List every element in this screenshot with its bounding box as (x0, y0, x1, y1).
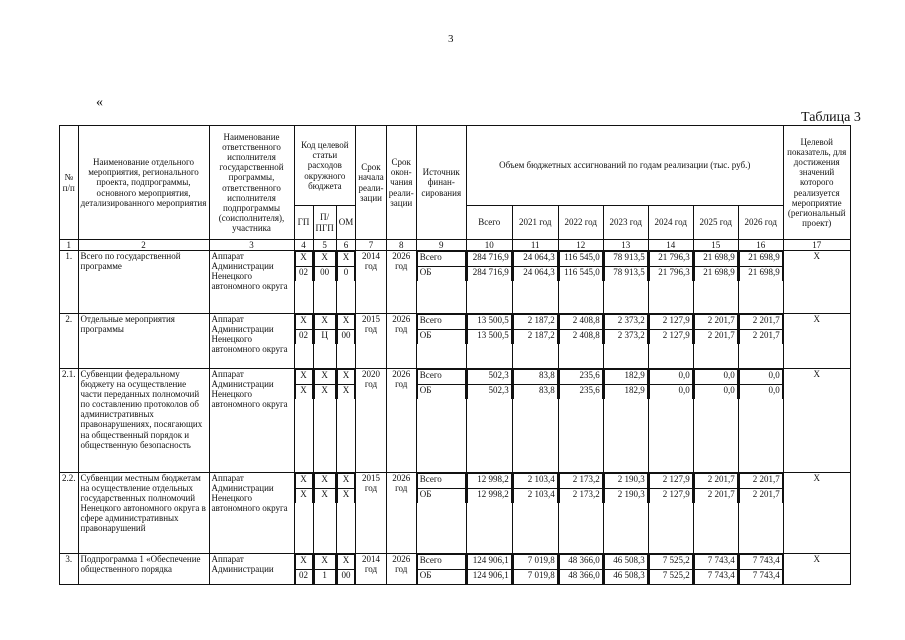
budget-value: 7 525,2 (649, 555, 692, 570)
budget-value: 12 998,2 (467, 489, 511, 504)
budget-value: 2 127,9 (649, 330, 692, 345)
value-cell (648, 314, 693, 369)
value-cell (738, 314, 783, 369)
code-cell (313, 473, 336, 554)
row-end: 2026 год (386, 473, 416, 554)
row-responsible: Аппарат Администрации Ненецкого автономного округа (209, 473, 294, 554)
budget-value: 2 201,7 (694, 474, 737, 489)
row-start: 2020 год (356, 369, 387, 473)
code-value: Х (295, 370, 312, 385)
column-number: 10 (466, 240, 512, 251)
budget-value: 46 508,3 (604, 555, 647, 570)
header-name: Наименование отдельного мероприятия, регионального проекта, подпрограммы, основного мероприятия, детализированного мероприятия (78, 126, 209, 240)
budget-value: 48 366,0 (559, 570, 602, 585)
column-number: 3 (209, 240, 294, 251)
row-number: 2. (60, 314, 79, 369)
column-number: 17 (783, 240, 850, 251)
code-cell (294, 251, 313, 314)
source-value: Всего (417, 252, 465, 267)
code-cell (313, 554, 336, 585)
header-num: № п/п (60, 126, 79, 240)
code-cell (294, 314, 313, 369)
value-cell (558, 251, 603, 314)
budget-value: 502,3 (467, 370, 511, 385)
row-responsible: Аппарат Администрации Ненецкого автономного округа (209, 251, 294, 314)
code-cell (294, 473, 313, 554)
code-cell (336, 473, 356, 554)
value-cell (603, 554, 648, 585)
value-cell (466, 251, 512, 314)
header-2023: 2023 год (603, 206, 648, 240)
header-start: Срок начала реали- зации (356, 126, 387, 240)
column-number: 1 (60, 240, 79, 251)
header-2021: 2021 год (512, 206, 558, 240)
header-2026: 2026 год (738, 206, 783, 240)
code-cell (313, 369, 336, 473)
header-total: Всего (466, 206, 512, 240)
header-gp: ГП (294, 206, 313, 240)
code-value: Х (337, 370, 355, 385)
column-number: 12 (558, 240, 603, 251)
budget-value: 21 698,9 (694, 267, 737, 282)
source-cell (416, 251, 466, 314)
code-value: Х (314, 370, 335, 385)
budget-value: 7 743,4 (739, 570, 782, 585)
budget-value: 2 373,2 (604, 315, 647, 330)
row-target: Х (783, 473, 850, 554)
source-value: ОБ (417, 385, 465, 400)
budget-value: 284 716,9 (467, 252, 511, 267)
budget-value: 116 545,0 (559, 267, 602, 282)
code-cell (336, 314, 356, 369)
budget-value: 284 716,9 (467, 267, 511, 282)
column-number: 5 (313, 240, 336, 251)
budget-value: 0,0 (739, 385, 782, 400)
value-cell (512, 251, 558, 314)
value-cell (558, 554, 603, 585)
code-value: Х (295, 385, 312, 400)
source-value: Всего (417, 555, 465, 570)
budget-value: 502,3 (467, 385, 511, 400)
budget-value: 78 913,5 (604, 267, 647, 282)
row-name: Отдельные мероприятия программы (78, 314, 209, 369)
header-om: ОМ (336, 206, 356, 240)
header-2024: 2024 год (648, 206, 693, 240)
value-cell (693, 314, 738, 369)
budget-value: 7 019,8 (513, 570, 557, 585)
value-cell (693, 554, 738, 585)
row-start: 2014 год (356, 554, 387, 585)
row-responsible: Аппарат Администрации Ненецкого автономного округа (209, 314, 294, 369)
row-number: 2.1. (60, 369, 79, 473)
budget-value: 0,0 (694, 385, 737, 400)
value-cell (466, 554, 512, 585)
budget-value: 2 201,7 (694, 330, 737, 345)
table-title: Таблица 3 (801, 110, 861, 125)
row-name: Субвенции местным бюджетам на осуществление отдельных государственных полномочий Ненецкого автономного округа в сфере административных правонарушений (78, 473, 209, 554)
row-start: 2015 год (356, 473, 387, 554)
budget-value: 13 500,5 (467, 330, 511, 345)
source-value: ОБ (417, 570, 465, 585)
code-value: 00 (337, 330, 355, 345)
budget-value: 235,6 (559, 370, 602, 385)
value-cell (648, 369, 693, 473)
value-cell (558, 314, 603, 369)
budget-value: 2 127,9 (649, 489, 692, 504)
budget-value: 0,0 (649, 370, 692, 385)
row-name: Подпрограмма 1 «Обеспечение общественного порядка (78, 554, 209, 585)
budget-value: 124 906,1 (467, 570, 511, 585)
budget-value: 2 103,4 (513, 474, 557, 489)
table-row (60, 554, 851, 585)
budget-value: 7 019,8 (513, 555, 557, 570)
budget-value: 2 201,7 (739, 315, 782, 330)
code-cell (313, 251, 336, 314)
code-value: Х (314, 252, 335, 267)
code-value: Х (295, 489, 312, 504)
code-value: Х (314, 555, 335, 570)
column-number: 6 (336, 240, 356, 251)
budget-value: 2 201,7 (694, 315, 737, 330)
row-target: Х (783, 554, 850, 585)
header-target: Целевой показатель, для достижения значений которого реализуется мероприятие (региональный проект) (783, 126, 850, 240)
code-cell (336, 554, 356, 585)
value-cell (648, 554, 693, 585)
opening-quote: « (96, 95, 103, 110)
code-value: Х (295, 315, 312, 330)
budget-value: 13 500,5 (467, 315, 511, 330)
code-value: Х (314, 385, 335, 400)
header-code: Код целевой статьи расходов окружного бюджета (294, 126, 356, 206)
code-cell (294, 369, 313, 473)
budget-value: 2 127,9 (649, 315, 692, 330)
budget-value: 235,6 (559, 385, 602, 400)
source-value: Всего (417, 315, 465, 330)
budget-value: 78 913,5 (604, 252, 647, 267)
value-cell (738, 473, 783, 554)
budget-value: 83,8 (513, 370, 557, 385)
value-cell (603, 369, 648, 473)
value-cell (558, 369, 603, 473)
code-value: Х (295, 252, 312, 267)
row-end: 2026 год (386, 314, 416, 369)
code-value: 00 (314, 267, 335, 282)
value-cell (738, 369, 783, 473)
budget-value: 2 127,9 (649, 474, 692, 489)
budget-value: 182,9 (604, 385, 647, 400)
budget-value: 0,0 (649, 385, 692, 400)
header-end: Срок окон- чания реали- зации (386, 126, 416, 240)
value-cell (603, 473, 648, 554)
row-name: Всего по государственной программе (78, 251, 209, 314)
table-row (60, 473, 851, 554)
header-volume: Объем бюджетных ассигнований по годам реализации (тыс. руб.) (466, 126, 783, 206)
code-value: 00 (337, 570, 355, 585)
header-2022: 2022 год (558, 206, 603, 240)
code-cell (336, 251, 356, 314)
budget-value: 24 064,3 (513, 252, 557, 267)
value-cell (693, 369, 738, 473)
budget-value: 46 508,3 (604, 570, 647, 585)
row-target: Х (783, 369, 850, 473)
code-value: Х (337, 489, 355, 504)
budget-value: 21 698,9 (739, 267, 782, 282)
budget-value: 2 190,3 (604, 474, 647, 489)
row-number: 1. (60, 251, 79, 314)
code-value: Х (314, 315, 335, 330)
header-pgp: П/ ПГП (313, 206, 336, 240)
row-start: 2014 год (356, 251, 387, 314)
budget-value: 7 743,4 (694, 555, 737, 570)
row-number: 3. (60, 554, 79, 585)
code-value: 0 (337, 267, 355, 282)
column-number: 11 (512, 240, 558, 251)
value-cell (693, 473, 738, 554)
budget-value: 0,0 (739, 370, 782, 385)
code-value: Х (337, 474, 355, 489)
budget-value: 116 545,0 (559, 252, 602, 267)
row-number: 2.2. (60, 473, 79, 554)
column-number: 4 (294, 240, 313, 251)
source-cell (416, 369, 466, 473)
page-number: 3 (448, 33, 454, 45)
code-cell (336, 369, 356, 473)
value-cell (466, 314, 512, 369)
budget-value: 2 173,2 (559, 489, 602, 504)
table-row (60, 314, 851, 369)
value-cell (512, 554, 558, 585)
budget-value: 2 187,2 (513, 330, 557, 345)
table-row (60, 369, 851, 473)
value-cell (512, 314, 558, 369)
value-cell (738, 554, 783, 585)
budget-value: 2 187,2 (513, 315, 557, 330)
column-number: 9 (416, 240, 466, 251)
budget-value: 124 906,1 (467, 555, 511, 570)
budget-value: 2 103,4 (513, 489, 557, 504)
budget-value: 2 408,8 (559, 330, 602, 345)
row-end: 2026 год (386, 251, 416, 314)
value-cell (738, 251, 783, 314)
code-value: Х (295, 555, 312, 570)
column-number: 13 (603, 240, 648, 251)
row-name: Субвенции федеральному бюджету на осуществление части переданных полномочий по составлению протоколов об административных правонарушениях, посягающих на общественный порядок и общественную безопасность (78, 369, 209, 473)
budget-value: 7 525,2 (649, 570, 692, 585)
code-cell (294, 554, 313, 585)
budget-value: 7 743,4 (739, 555, 782, 570)
row-end: 2026 год (386, 369, 416, 473)
row-responsible: Аппарат Администрации Ненецкого автономного округа (209, 369, 294, 473)
source-cell (416, 314, 466, 369)
code-value: 02 (295, 330, 312, 345)
budget-value: 0,0 (694, 370, 737, 385)
value-cell (603, 314, 648, 369)
code-value: Х (337, 315, 355, 330)
source-value: ОБ (417, 267, 465, 282)
column-number: 7 (356, 240, 387, 251)
budget-value: 2 173,2 (559, 474, 602, 489)
source-value: Всего (417, 474, 465, 489)
code-value: Х (337, 252, 355, 267)
table-row (60, 251, 851, 314)
row-target: Х (783, 251, 850, 314)
budget-value: 21 698,9 (694, 252, 737, 267)
value-cell (512, 369, 558, 473)
value-cell (466, 473, 512, 554)
row-start: 2015 год (356, 314, 387, 369)
budget-value: 2 190,3 (604, 489, 647, 504)
budget-value: 7 743,4 (694, 570, 737, 585)
budget-value: 2 201,7 (739, 489, 782, 504)
budget-value: 21 796,3 (649, 252, 692, 267)
program-budget-table (59, 125, 851, 585)
column-number: 15 (693, 240, 738, 251)
value-cell (648, 251, 693, 314)
column-number-row (60, 240, 851, 251)
code-value: Ц (314, 330, 335, 345)
row-target: Х (783, 314, 850, 369)
source-value: ОБ (417, 489, 465, 504)
budget-value: 2 408,8 (559, 315, 602, 330)
budget-value: 21 698,9 (739, 252, 782, 267)
source-cell (416, 554, 466, 585)
row-end: 2026 год (386, 554, 416, 585)
value-cell (558, 473, 603, 554)
column-number: 8 (386, 240, 416, 251)
header-source: Источник финан- сирования (416, 126, 466, 240)
code-value: Х (295, 474, 312, 489)
budget-value: 2 201,7 (739, 330, 782, 345)
column-number: 2 (78, 240, 209, 251)
column-number: 16 (738, 240, 783, 251)
header-2025: 2025 год (693, 206, 738, 240)
code-value: 02 (295, 570, 312, 585)
value-cell (603, 251, 648, 314)
header-responsible: Наименование ответственного исполнителя государственной программы, ответственного исполнителя подпрограммы (соисполнителя), участника (209, 126, 294, 240)
column-number: 14 (648, 240, 693, 251)
header-row (60, 126, 851, 206)
source-value: Всего (417, 370, 465, 385)
code-value: Х (314, 474, 335, 489)
code-cell (313, 314, 336, 369)
code-value: Х (314, 489, 335, 504)
budget-value: 48 366,0 (559, 555, 602, 570)
budget-value: 24 064,3 (513, 267, 557, 282)
source-value: ОБ (417, 330, 465, 345)
row-responsible: Аппарат Администрации (209, 554, 294, 585)
code-value: 02 (295, 267, 312, 282)
budget-value: 2 201,7 (694, 489, 737, 504)
code-value: Х (337, 555, 355, 570)
source-cell (416, 473, 466, 554)
value-cell (693, 251, 738, 314)
budget-value: 83,8 (513, 385, 557, 400)
budget-value: 2 373,2 (604, 330, 647, 345)
code-value: Х (337, 385, 355, 400)
budget-value: 2 201,7 (739, 474, 782, 489)
code-value: 1 (314, 570, 335, 585)
budget-value: 21 796,3 (649, 267, 692, 282)
value-cell (466, 369, 512, 473)
value-cell (648, 473, 693, 554)
budget-value: 12 998,2 (467, 474, 511, 489)
value-cell (512, 473, 558, 554)
budget-value: 182,9 (604, 370, 647, 385)
